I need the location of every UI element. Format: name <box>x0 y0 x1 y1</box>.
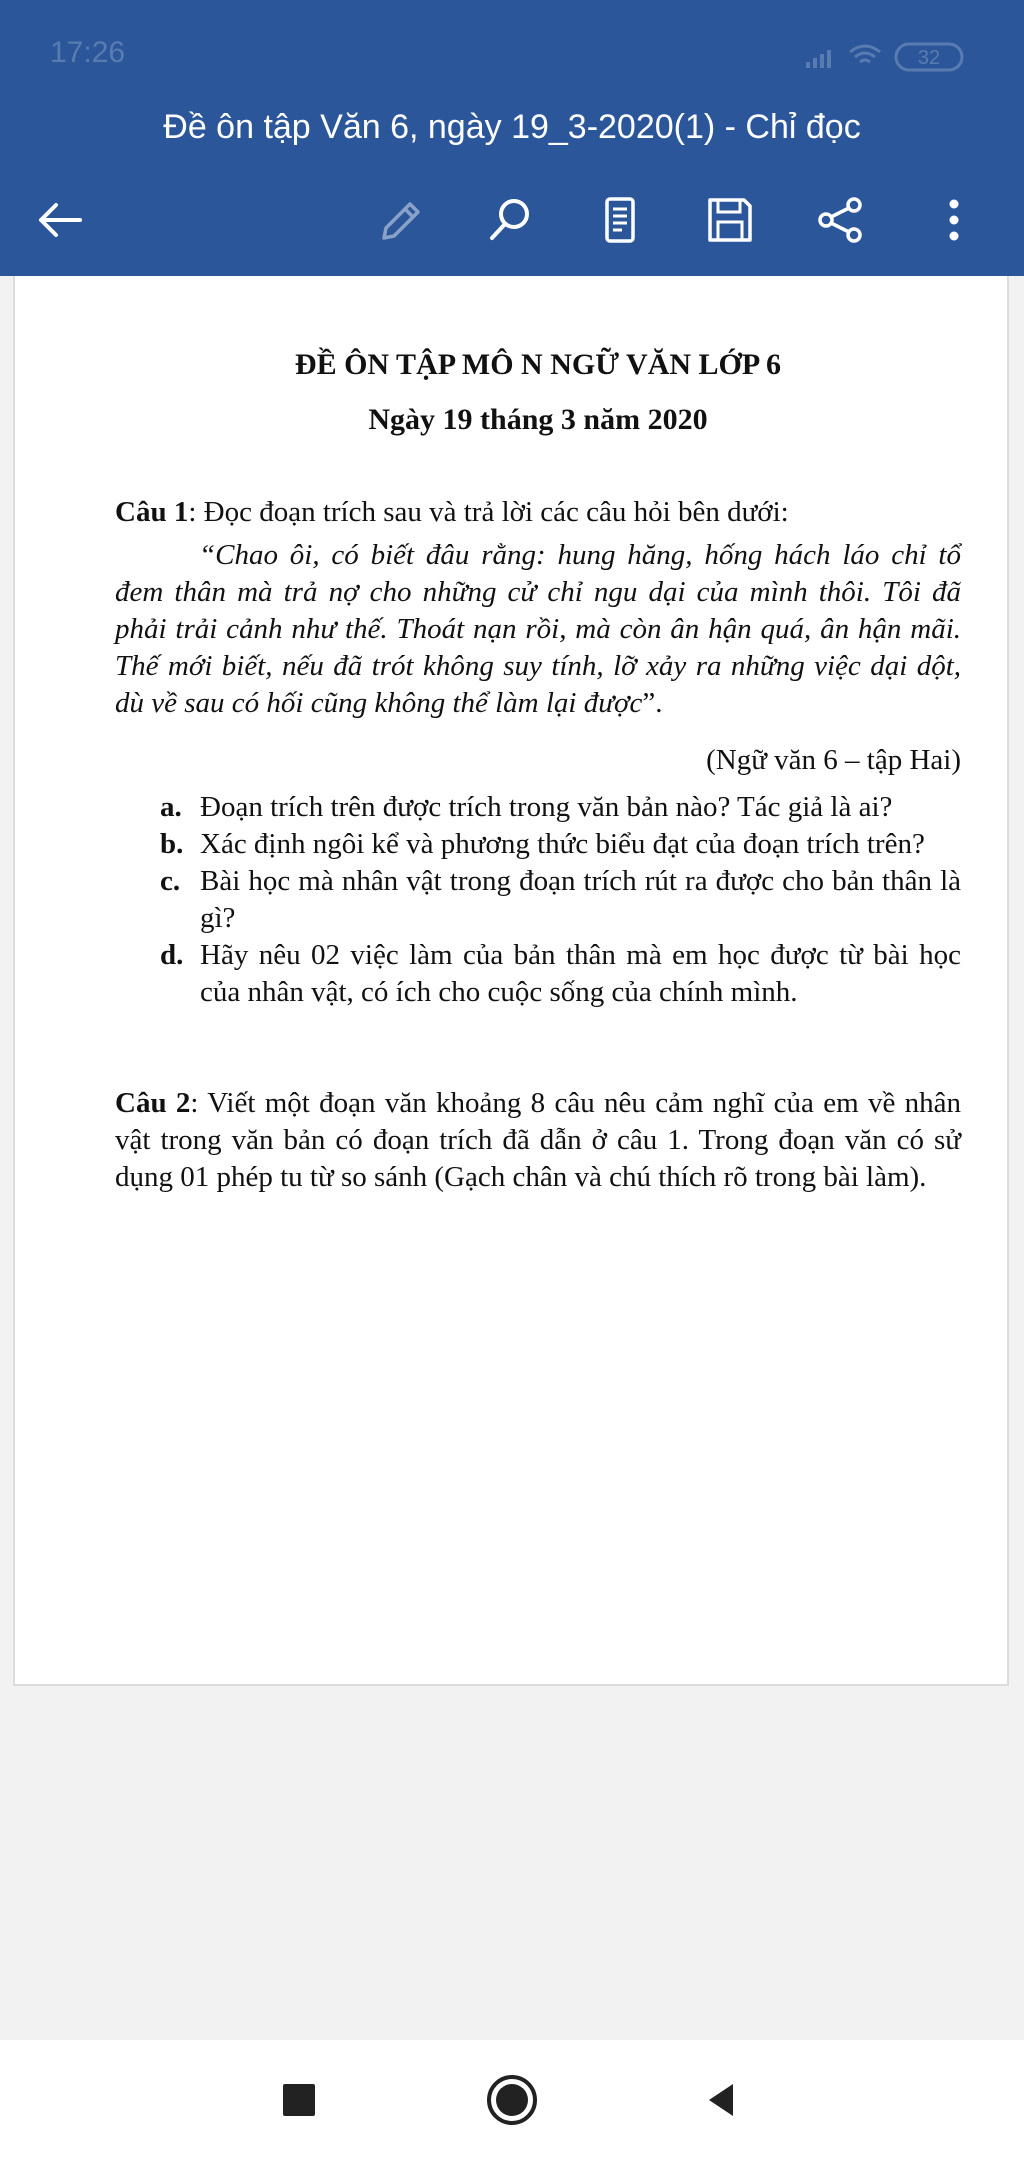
save-icon <box>702 192 758 248</box>
subquestion-text: Đoạn trích trên được trích trong văn bản nào? Tác giả là ai? <box>200 791 893 823</box>
question-2 <box>115 1085 961 1196</box>
subquestion-label: a. <box>160 791 182 823</box>
subquestion-d <box>160 937 961 1011</box>
subquestion-b <box>160 826 961 863</box>
more-vertical-icon <box>926 192 982 248</box>
question-2-label: Câu 2 <box>115 1087 191 1119</box>
subquestion-c <box>160 863 961 937</box>
save-button[interactable] <box>690 180 770 260</box>
home-button[interactable] <box>472 2060 552 2140</box>
back-arrow-icon <box>32 192 88 248</box>
subquestion-label: d. <box>160 939 184 971</box>
question-2-text: : Viết một đoạn văn khoảng 8 câu nêu cảm nghĩ của em về nhân vật trong văn bản có đoạn trích đã dẫn ở câu 1. Trong đoạn văn có sử dụng 01 phép tu từ so sánh (Gạch chân và chú thích rõ trong bài làm). <box>115 1087 961 1193</box>
subquestion-text: Bài học mà nhân vật trong đoạn trích rút ra được cho bản thân là gì? <box>200 865 961 934</box>
document-body <box>115 346 961 1196</box>
search-button[interactable] <box>470 180 550 260</box>
status-bar <box>0 30 1024 80</box>
question-1-label: Câu 1 <box>115 496 189 528</box>
status-time: 17:26 <box>50 36 126 69</box>
recents-square-icon <box>279 2080 319 2120</box>
battery-level: 32 <box>917 47 941 69</box>
status-icons <box>798 36 978 76</box>
subquestion-label: b. <box>160 828 184 860</box>
subquestion-label: c. <box>160 865 181 897</box>
share-button[interactable] <box>800 180 880 260</box>
share-icon <box>812 192 868 248</box>
back-button[interactable] <box>20 180 100 260</box>
question-1-text: : Đọc đoạn trích sau và trả lời các câu hỏi bên dưới: <box>188 496 789 528</box>
subquestion-text: Xác định ngôi kể và phương thức biểu đạt của đoạn trích trên? <box>200 828 925 860</box>
subquestion-text: Hãy nêu 02 việc làm của bản thân mà em học được từ bài học của nhân vật, có ích cho cuộc sống của chính mình. <box>200 939 961 1008</box>
search-icon <box>482 192 538 248</box>
document-page <box>13 276 1009 1686</box>
subquestion-a <box>160 789 961 826</box>
excerpt-quote <box>115 537 961 722</box>
document-date: Ngày 19 tháng 3 năm 2020 <box>368 403 708 436</box>
excerpt-end: ”. <box>642 687 663 719</box>
home-circle-icon <box>484 2072 540 2128</box>
document-title: Đề ôn tập Văn 6, ngày 19_3-2020(1) - Chỉ đọc <box>163 108 861 146</box>
app-bar <box>0 0 1024 276</box>
back-nav-button[interactable] <box>681 2060 761 2140</box>
edit-button[interactable] <box>360 180 440 260</box>
more-options-button[interactable] <box>914 180 994 260</box>
signal-wifi-battery-icon <box>798 36 978 76</box>
reading-view-button[interactable] <box>580 180 660 260</box>
excerpt-text: “Chao ôi, có biết đâu rằng: hung hăng, hống hách láo chỉ tổ đem thân mà trả nợ cho những cử chỉ ngu dại của mình thôi. Tôi đã phải trải cảnh như thế. Thoát nạn rồi, mà còn ân hận quá, ân hận mãi. Thế mới biết, nếu đã trót không suy tính, lỡ xảy ra những việc dại dột, dù về sau có hối cũng không thể làm lại được <box>115 539 961 719</box>
reading-view-icon <box>592 192 648 248</box>
toolbar <box>0 180 1024 260</box>
recents-button[interactable] <box>259 2060 339 2140</box>
document-heading: ĐỀ ÔN TẬP MÔ N NGỮ VĂN LỚP 6 <box>294 348 782 381</box>
system-nav-bar <box>0 2040 1024 2162</box>
back-triangle-icon <box>701 2080 741 2120</box>
subquestion-list <box>160 789 961 1011</box>
question-1-prompt <box>115 494 961 531</box>
excerpt-source: (Ngữ văn 6 – tập Hai) <box>706 744 961 776</box>
pencil-icon <box>372 192 428 248</box>
